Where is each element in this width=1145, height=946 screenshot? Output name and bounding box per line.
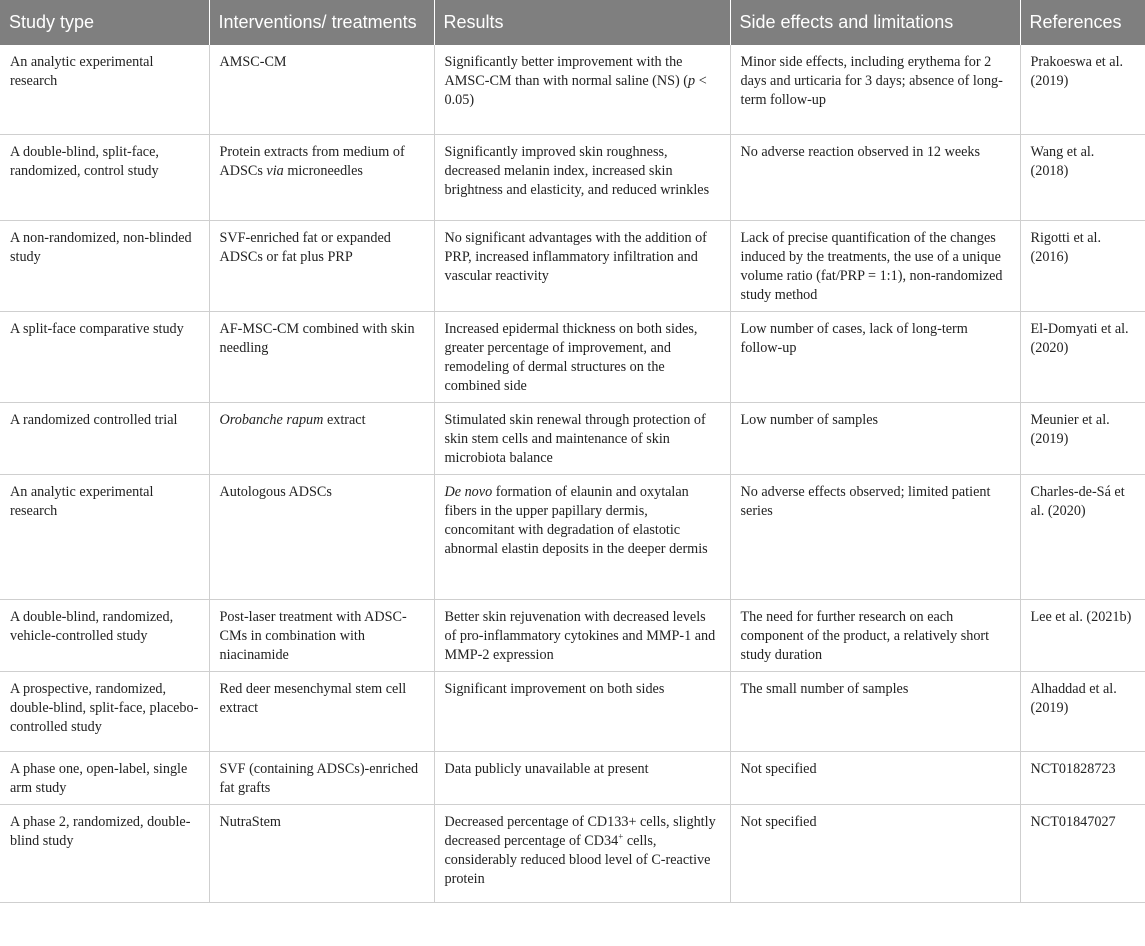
cell-reference: Wang et al. (2018) [1020, 134, 1145, 220]
cell-reference: Prakoeswa et al. (2019) [1020, 45, 1145, 134]
results-italic: p [688, 73, 696, 89]
cell-reference: NCT01847027 [1020, 804, 1145, 902]
cell-reference: Rigotti et al. (2016) [1020, 220, 1145, 311]
table-row [0, 751, 1145, 804]
results-text-end: formation of elaunin and oxytalan fibers in the upper papillary dermis, concomitant with degradation of elastotic abnormal elastin deposits in the deeper dermis [444, 483, 708, 557]
cell-results [434, 474, 730, 599]
cell-side-effects: Not specified [730, 751, 1020, 804]
cell-study-type: A non-randomized, non-blinded study [0, 220, 209, 311]
cell-side-effects: The small number of samples [730, 671, 1020, 751]
cell-results: Increased epidermal thickness on both sides, greater percentage of improvement, and remodeling of dermal structures on the combined side [434, 311, 730, 402]
cell-intervention: SVF (containing ADSCs)-enriched fat grafts [209, 751, 434, 804]
cell-results: Data publicly unavailable at present [434, 751, 730, 804]
cell-side-effects: Lack of precise quantification of the changes induced by the treatments, the use of a unique volume ratio (fat/PRP = 1:1), non-randomized study method [730, 220, 1020, 311]
cell-side-effects: Minor side effects, including erythema for 2 days and urticaria for 3 days; absence of long-term follow-up [730, 45, 1020, 134]
results-text: Significantly better improvement with the AMSC-CM than with normal saline (NS) ( [444, 54, 689, 89]
cell-study-type: A phase one, open-label, single arm study [0, 751, 209, 804]
header-references: References [1020, 0, 1145, 45]
intervention-italic: via [266, 162, 284, 179]
table-row [0, 45, 1145, 134]
cell-side-effects: Low number of samples [730, 402, 1020, 474]
cell-intervention: AMSC-CM [209, 45, 434, 134]
table-row [0, 671, 1145, 751]
cell-reference: Meunier et al. (2019) [1020, 402, 1145, 474]
results-superscript: + [618, 830, 624, 841]
cell-reference: El-Domyati et al. (2020) [1020, 311, 1145, 402]
results-italic: De novo [444, 483, 493, 500]
intervention-italic: Orobanche rapum [219, 411, 324, 428]
cell-results: Better skin rejuvenation with decreased levels of pro-inflammatory cytokines and MMP-1 and MMP-2 expression [434, 599, 730, 671]
table-row [0, 599, 1145, 671]
cell-results [434, 804, 730, 902]
cell-reference: Alhaddad et al. (2019) [1020, 671, 1145, 751]
cell-reference: Charles-de-Sá et al. (2020) [1020, 474, 1145, 599]
cell-reference: NCT01828723 [1020, 751, 1145, 804]
header-study-type: Study type [0, 0, 209, 45]
cell-reference: Lee et al. (2021b) [1020, 599, 1145, 671]
cell-results: Stimulated skin renewal through protection of skin stem cells and maintenance of skin microbiota balance [434, 402, 730, 474]
cell-side-effects: Not specified [730, 804, 1020, 902]
cell-study-type: A randomized controlled trial [0, 402, 209, 474]
results-text-end: < 0.05) [444, 73, 707, 108]
cell-intervention: Post-laser treatment with ADSC-CMs in combination with niacinamide [209, 599, 434, 671]
header-interventions: Interventions/ treatments [209, 0, 434, 45]
cell-intervention: SVF-enriched fat or expanded ADSCs or fat plus PRP [209, 220, 434, 311]
cell-side-effects: The need for further research on each component of the product, a relatively short study duration [730, 599, 1020, 671]
cell-side-effects: No adverse reaction observed in 12 weeks [730, 134, 1020, 220]
cell-intervention [209, 134, 434, 220]
cell-intervention [209, 402, 434, 474]
cell-results: Significant improvement on both sides [434, 671, 730, 751]
results-text-end: cells, considerably reduced blood level of C-reactive protein [444, 832, 711, 887]
table-row [0, 220, 1145, 311]
cell-study-type: A double-blind, split-face, randomized, control study [0, 134, 209, 220]
cell-side-effects: Low number of cases, lack of long-term follow-up [730, 311, 1020, 402]
cell-results: No significant advantages with the addition of PRP, increased inflammatory infiltration and vascular reactivity [434, 220, 730, 311]
cell-results [434, 45, 730, 134]
cell-study-type: A split-face comparative study [0, 311, 209, 402]
cell-intervention: Autologous ADSCs [209, 474, 434, 599]
intervention-text-end: microneedles [283, 162, 363, 179]
table-row [0, 311, 1145, 402]
header-row [0, 0, 1145, 45]
cell-study-type: An analytic experimental research [0, 45, 209, 134]
cell-intervention: Red deer mesenchymal stem cell extract [209, 671, 434, 751]
cell-study-type: A double-blind, randomized, vehicle-controlled study [0, 599, 209, 671]
table-row [0, 804, 1145, 902]
cell-intervention: NutraStem [209, 804, 434, 902]
cell-intervention: AF-MSC-CM combined with skin needling [209, 311, 434, 402]
table-row [0, 474, 1145, 599]
header-side-effects: Side effects and limitations [730, 0, 1020, 45]
intervention-text-end: extract [323, 411, 366, 428]
cell-study-type: A prospective, randomized, double-blind, split-face, placebo-controlled study [0, 671, 209, 751]
results-text: Decreased percentage of CD133+ cells, slightly decreased percentage of CD34 [444, 813, 716, 849]
intervention-text: Protein extracts from medium of ADSCs [219, 143, 405, 179]
cell-results: Significantly improved skin roughness, decreased melanin index, increased skin brightness and elasticity, and reduced wrinkles [434, 134, 730, 220]
table-row [0, 134, 1145, 220]
header-results: Results [434, 0, 730, 45]
cell-side-effects: No adverse effects observed; limited patient series [730, 474, 1020, 599]
cell-study-type: An analytic experimental research [0, 474, 209, 599]
table-row [0, 402, 1145, 474]
cell-study-type: A phase 2, randomized, double-blind study [0, 804, 209, 902]
